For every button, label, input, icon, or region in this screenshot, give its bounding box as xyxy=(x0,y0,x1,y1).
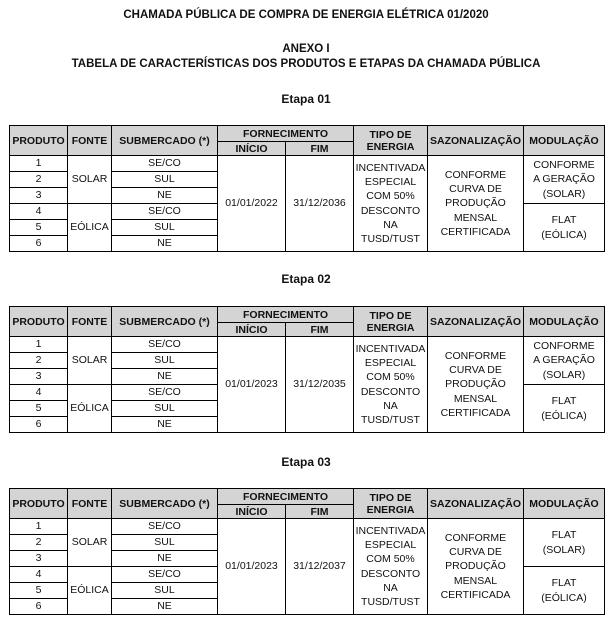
produto-cell: 4 xyxy=(10,567,68,583)
fonte-eolica-cell: EÓLICA xyxy=(68,385,112,433)
stage-title: Etapa 02 xyxy=(281,272,331,286)
submercado-cell: SUL xyxy=(112,583,218,599)
produto-cell: 1 xyxy=(10,337,68,353)
produto-cell: 2 xyxy=(10,353,68,369)
produto-cell: 6 xyxy=(10,417,68,433)
modulacao-solar-cell: CONFORME A GERAÇÃO (SOLAR) xyxy=(524,156,605,204)
header-fim: FIM xyxy=(286,505,354,519)
header-sazonalizacao: SAZONALIZAÇÃO xyxy=(428,489,524,519)
inicio-cell: 01/01/2022 xyxy=(218,156,286,252)
fonte-solar-cell: SOLAR xyxy=(68,337,112,385)
submercado-cell: SE/CO xyxy=(112,519,218,535)
fim-cell: 31/12/2035 xyxy=(286,337,354,433)
header-sazonalizacao: SAZONALIZAÇÃO xyxy=(428,126,524,156)
submercado-cell: SE/CO xyxy=(112,204,218,220)
header-produto: PRODUTO xyxy=(10,126,68,156)
sazonalizacao-cell: CONFORME CURVA DE PRODUÇÃO MENSAL CERTIFICADA xyxy=(428,156,524,252)
header-fonte: FONTE xyxy=(68,489,112,519)
submercado-cell: NE xyxy=(112,417,218,433)
submercado-cell: SE/CO xyxy=(112,567,218,583)
submercado-cell: SUL xyxy=(112,353,218,369)
document-title: CHAMADA PÚBLICA DE COMPRA DE ENERGIA ELÉTRICA 01/2020 xyxy=(123,9,489,21)
header-produto: PRODUTO xyxy=(10,489,68,519)
produto-cell: 5 xyxy=(10,583,68,599)
header-submercado: SUBMERCADO (*) xyxy=(112,489,218,519)
submercado-cell: NE xyxy=(112,369,218,385)
produto-cell: 6 xyxy=(10,236,68,252)
produto-cell: 2 xyxy=(10,535,68,551)
modulacao-eolica-cell: FLAT (EÓLICA) xyxy=(524,567,605,615)
fonte-solar-cell: SOLAR xyxy=(68,519,112,567)
submercado-cell: SE/CO xyxy=(112,156,218,172)
produto-cell: 5 xyxy=(10,220,68,236)
sazonalizacao-cell: CONFORME CURVA DE PRODUÇÃO MENSAL CERTIFICADA xyxy=(428,519,524,615)
fim-cell: 31/12/2037 xyxy=(286,519,354,615)
submercado-cell: SUL xyxy=(112,401,218,417)
inicio-cell: 01/01/2023 xyxy=(218,337,286,433)
submercado-cell: SE/CO xyxy=(112,337,218,353)
produto-cell: 5 xyxy=(10,401,68,417)
stage-table xyxy=(9,125,605,252)
submercado-cell: NE xyxy=(112,551,218,567)
tipo-energia-cell: INCENTIVADA ESPECIAL COM 50% DESCONTO NA TUSD/TUST xyxy=(354,156,428,252)
header-fonte: FONTE xyxy=(68,126,112,156)
annex-subtitle: TABELA DE CARACTERÍSTICAS DOS PRODUTOS E ETAPAS DA CHAMADA PÚBLICA xyxy=(71,58,541,70)
stage-title: Etapa 01 xyxy=(281,92,331,106)
header-produto: PRODUTO xyxy=(10,307,68,337)
header-submercado: SUBMERCADO (*) xyxy=(112,126,218,156)
header-modulacao: MODULAÇÃO xyxy=(524,307,605,337)
stage-table xyxy=(9,306,605,433)
submercado-cell: SUL xyxy=(112,535,218,551)
modulacao-solar-cell: CONFORME A GERAÇÃO (SOLAR) xyxy=(524,337,605,385)
table-row xyxy=(10,519,605,535)
stage-table xyxy=(9,488,605,615)
produto-cell: 2 xyxy=(10,172,68,188)
header-tipo-energia: TIPO DE ENERGIA xyxy=(354,126,428,156)
header-fornecimento: FORNECIMENTO xyxy=(218,126,354,142)
produto-cell: 3 xyxy=(10,369,68,385)
tipo-energia-cell: INCENTIVADA ESPECIAL COM 50% DESCONTO NA TUSD/TUST xyxy=(354,519,428,615)
fonte-eolica-cell: EÓLICA xyxy=(68,204,112,252)
fonte-eolica-cell: EÓLICA xyxy=(68,567,112,615)
produto-cell: 1 xyxy=(10,519,68,535)
header-fornecimento: FORNECIMENTO xyxy=(218,307,354,323)
header-fonte: FONTE xyxy=(68,307,112,337)
produto-cell: 1 xyxy=(10,156,68,172)
submercado-cell: SUL xyxy=(112,172,218,188)
submercado-cell: NE xyxy=(112,188,218,204)
header-fim: FIM xyxy=(286,142,354,156)
sazonalizacao-cell: CONFORME CURVA DE PRODUÇÃO MENSAL CERTIFICADA xyxy=(428,337,524,433)
header-sazonalizacao: SAZONALIZAÇÃO xyxy=(428,307,524,337)
table-row xyxy=(10,337,605,353)
tipo-energia-cell: INCENTIVADA ESPECIAL COM 50% DESCONTO NA TUSD/TUST xyxy=(354,337,428,433)
produto-cell: 6 xyxy=(10,599,68,615)
header-tipo-energia: TIPO DE ENERGIA xyxy=(354,307,428,337)
header-submercado: SUBMERCADO (*) xyxy=(112,307,218,337)
header-inicio: INÍCIO xyxy=(218,142,286,156)
header-modulacao: MODULAÇÃO xyxy=(524,126,605,156)
produto-cell: 3 xyxy=(10,551,68,567)
header-tipo-energia: TIPO DE ENERGIA xyxy=(354,489,428,519)
modulacao-solar-cell: FLAT (SOLAR) xyxy=(524,519,605,567)
submercado-cell: NE xyxy=(112,599,218,615)
header-fim: FIM xyxy=(286,323,354,337)
submercado-cell: SE/CO xyxy=(112,385,218,401)
produto-cell: 4 xyxy=(10,385,68,401)
fonte-solar-cell: SOLAR xyxy=(68,156,112,204)
stage-title: Etapa 03 xyxy=(281,455,331,469)
header-inicio: INÍCIO xyxy=(218,505,286,519)
header-modulacao: MODULAÇÃO xyxy=(524,489,605,519)
inicio-cell: 01/01/2023 xyxy=(218,519,286,615)
table-row xyxy=(10,156,605,172)
submercado-cell: NE xyxy=(112,236,218,252)
header-inicio: INÍCIO xyxy=(218,323,286,337)
modulacao-eolica-cell: FLAT (EÓLICA) xyxy=(524,204,605,252)
modulacao-eolica-cell: FLAT (EÓLICA) xyxy=(524,385,605,433)
produto-cell: 3 xyxy=(10,188,68,204)
produto-cell: 4 xyxy=(10,204,68,220)
fim-cell: 31/12/2036 xyxy=(286,156,354,252)
annex-title: ANEXO I xyxy=(282,43,330,55)
submercado-cell: SUL xyxy=(112,220,218,236)
header-fornecimento: FORNECIMENTO xyxy=(218,489,354,505)
